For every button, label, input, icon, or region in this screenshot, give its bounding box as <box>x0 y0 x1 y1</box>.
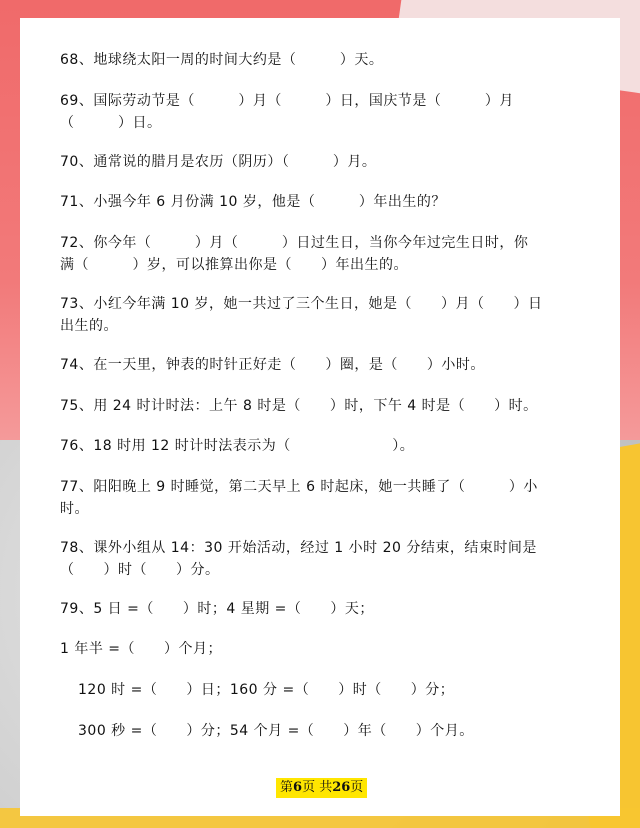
question-70: 70、通常说的腊月是农历（阴历）（ ）月。 <box>60 154 377 170</box>
question-71: 71、小强今年 6 月份满 10 岁，他是（ ）年出生的？ <box>60 194 446 210</box>
question-75: 75、用 24 时计时法：上午 8 时是（ ）时，下午 4 时是（ ）时。 <box>60 398 538 414</box>
question-79-line-3: 120 时 =（ ）日；160 分 =（ ）时（ ）分； <box>78 682 455 698</box>
page-footer <box>276 778 367 798</box>
question-79-line-2: 1 年半 =（ ）个月； <box>60 641 223 657</box>
question-79-line-1: 79、5 日 =（ ）时；4 星期 =（ ）天； <box>60 601 374 617</box>
worksheet-page <box>20 18 620 816</box>
footer-total-pages: 26 <box>332 780 351 795</box>
question-79-line-4: 300 秒 =（ ）分；54 个月 =（ ）年（ ）个月。 <box>78 723 474 739</box>
footer-middle: 页 共 <box>302 780 333 795</box>
question-69: 69、国际劳动节是（ ）月（ ）日，国庆节是（ ）月 （ ）日。 <box>60 93 514 131</box>
question-77: 77、阳阳晚上 9 时睡觉，第二天早上 6 时起床，她一共睡了（ ）小 时。 <box>60 479 538 517</box>
footer-page-number: 6 <box>293 780 303 795</box>
question-72: 72、你今年（ ）月（ ）日过生日，当你今年过完生日时，你 满（ ）岁，可以推算出你是（ ）年出生的。 <box>60 235 529 273</box>
question-73: 73、小红今年满 10 岁，她一共过了三个生日，她是（ ）月（ ）日 出生的。 <box>60 296 543 334</box>
question-78: 78、课外小组从 14：30 开始活动，经过 1 小时 20 分结束，结束时间是 （ ）时（ ）分。 <box>60 540 537 578</box>
question-74: 74、在一天里，钟表的时针正好走（ ）圈，是（ ）小时。 <box>60 357 485 373</box>
question-68: 68、地球绕太阳一周的时间大约是（ ）天。 <box>60 52 384 68</box>
question-76: 76、18 时用 12 时计时法表示为（ ）。 <box>60 438 415 454</box>
footer-prefix: 第 <box>280 780 294 795</box>
footer-suffix: 页 <box>350 780 364 795</box>
